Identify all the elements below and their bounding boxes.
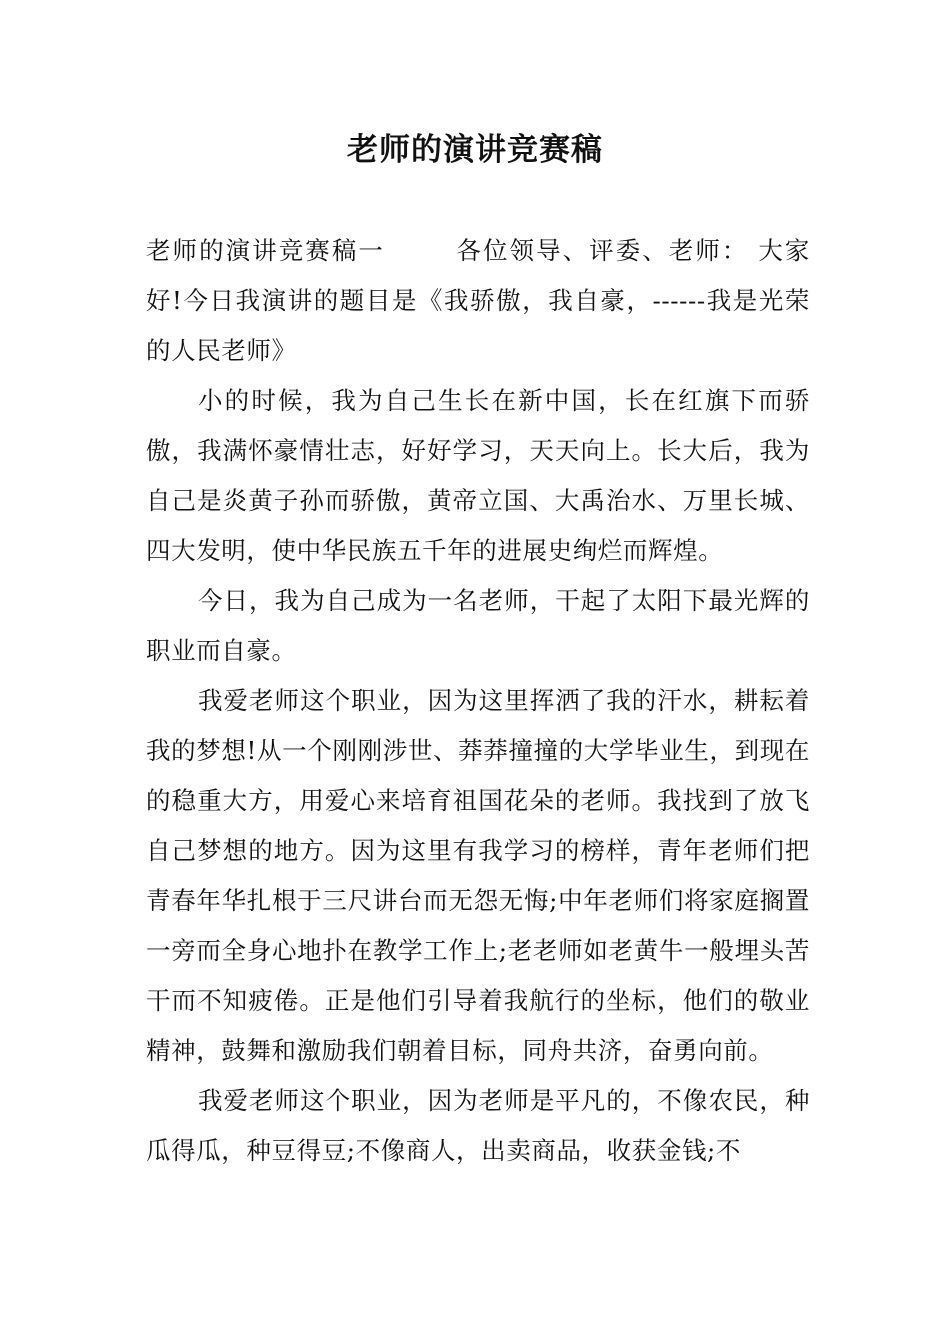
paragraph-2: 今日，我为自己成为一名老师，干起了太阳下最光辉的职业而自豪。 [146, 586, 810, 665]
document-body [146, 226, 810, 1176]
paragraph-3: 我爱老师这个职业，因为这里挥洒了我的汗水，耕耘着我的梦想!从一个刚刚涉世、莽莽撞撞的大学毕业生，到现在的稳重大方，用爱心来培育祖国花朵的老师。我找到了放飞自己梦想的地方。因为这里有我学习的榜样，青年老师们把青春年华扎根于三尺讲台而无怨无悔;中年老师们将家庭搁置一旁而全身心地扑在教学工作上;老老师如老黄牛一般埋头苦干而不知疲倦。正是他们引导着我航行的坐标，他们的敬业精神，鼓舞和激励我们朝着目标，同舟共济，奋勇向前。 [146, 686, 810, 1065]
intro-rest: 大家好!今日我演讲的题目是《我骄傲，我自豪，------我是光荣的人民老师》 [146, 236, 810, 365]
intro-salutation: 各位领导、评委、老师： [454, 236, 749, 265]
paragraph-4: 我爱老师这个职业，因为老师是平凡的，不像农民，种瓜得瓜，种豆得豆;不像商人，出卖商品，收获金钱;不 [146, 1086, 810, 1165]
document-title: 老师的演讲竞赛稿 [347, 132, 603, 168]
intro-paragraph [146, 226, 810, 376]
paragraph-1: 小的时候，我为自己生长在新中国，长在红旗下而骄傲，我满怀豪情壮志，好好学习，天天向上。长大后，我为自己是炎黄子孙而骄傲，黄帝立国、大禹治水、万里长城、四大发明，使中华民族五千年的进展史绚烂而辉煌。 [146, 386, 810, 565]
intro-heading: 老师的演讲竞赛稿一 [146, 236, 385, 265]
